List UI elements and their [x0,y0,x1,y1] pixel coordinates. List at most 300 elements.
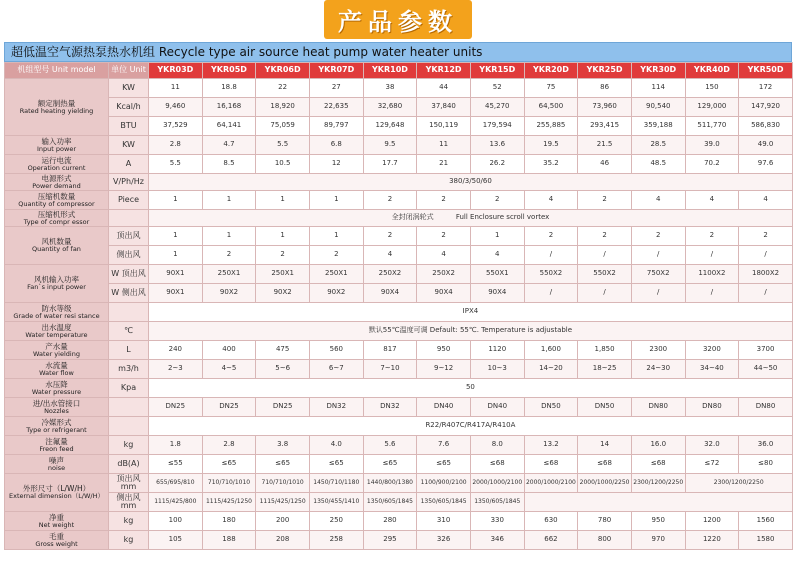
merged-value: 50 [149,379,793,398]
value-cell: 2 [578,227,632,246]
row-label-zh: 冷媒形式 [41,417,72,427]
row-label [5,436,109,455]
row-label [5,455,109,474]
value-cell: 64,500 [524,98,578,117]
value-cell: 1 [202,227,256,246]
value-cell: 32.0 [685,436,739,455]
table-row [5,155,793,174]
value-cell: DN25 [149,398,203,417]
value-cell: / [685,284,739,303]
value-cell: 293,415 [578,117,632,136]
value-cell: 9,460 [149,98,203,117]
value-cell: DN80 [631,398,685,417]
value-cell: 6~7 [309,360,363,379]
value-cell: 560 [309,341,363,360]
value-cell: 5.6 [363,436,417,455]
value-cell: 970 [631,531,685,550]
merged-value: IPX4 [149,303,793,322]
value-cell: 250X1 [309,265,363,284]
value-cell: 37,529 [149,117,203,136]
header [0,0,796,38]
value-cell: DN50 [578,398,632,417]
table-cell: dB(A) [109,455,149,474]
value-cell: 280 [363,512,417,531]
value-cell: 2 [363,191,417,210]
value-cell: 1,600 [524,341,578,360]
value-cell: 70.2 [685,155,739,174]
table-row [5,398,793,417]
value-cell: 26.2 [470,155,524,174]
value-cell: DN80 [739,398,793,417]
value-cell: 1 [309,191,363,210]
value-cell: 172 [739,79,793,98]
value-cell: DN25 [202,398,256,417]
value-cell: ≤65 [309,455,363,474]
dim-side-cell: 1350/605/1845 [363,493,417,512]
value-cell: ≤68 [470,455,524,474]
table-row [5,303,793,322]
dim-top-cell: 2000/1000/2100 [524,474,578,493]
row-label [5,474,109,512]
row-label [5,265,109,303]
table-row [5,512,793,531]
value-cell: 90X2 [256,284,310,303]
value-cell: 7.6 [417,436,471,455]
dim-side-cell: 1115/425/1250 [256,493,310,512]
value-cell: 90X2 [202,284,256,303]
value-cell: 97.6 [739,155,793,174]
dim-top-cell: 1450/710/1180 [309,474,363,493]
table-cell: L [109,341,149,360]
value-cell: 2 [256,246,310,265]
value-cell: 1800X2 [739,265,793,284]
table-cell: BTU [109,117,149,136]
row-label-en: Type or refrigerant [26,425,87,434]
row-label-zh: 产水量 [45,341,68,351]
value-cell: 13.6 [470,136,524,155]
value-cell: 250X1 [256,265,310,284]
value-cell: 258 [309,531,363,550]
value-cell: 800 [578,531,632,550]
table-row [5,360,793,379]
model-header: YKR10D [363,63,417,79]
value-cell: 34~40 [685,360,739,379]
value-cell: 89,797 [309,117,363,136]
table-row [5,341,793,360]
row-label-zh: 风机数量 [41,237,72,247]
value-cell: 73,960 [578,98,632,117]
dim-unit-label: 侧出风 [116,492,141,502]
value-cell: 6.8 [309,136,363,155]
value-cell: 4 [524,191,578,210]
value-cell: 179,594 [470,117,524,136]
value-cell: 90X4 [363,284,417,303]
row-label-en: Fan`s input power [27,283,86,292]
table-cell: W 顶出风 [109,265,149,284]
value-cell: 5~6 [256,360,310,379]
value-cell: 2 [202,246,256,265]
compressor-type-en: Full Enclosure scroll vortex [433,213,550,222]
dim-top-unit [109,474,149,493]
row-label-en: Gross weight [35,539,78,548]
value-cell: 90,540 [631,98,685,117]
value-cell: 1,850 [578,341,632,360]
table-row [5,455,793,474]
table-cell: 侧出风 [109,246,149,265]
row-label-en: Input power [37,144,76,153]
value-cell: 90X1 [149,265,203,284]
row-label-en: Quantity of compressor [18,199,95,208]
dim-side-unit [109,493,149,512]
value-cell: 662 [524,531,578,550]
value-cell: 38 [363,79,417,98]
value-cell: 3.8 [256,436,310,455]
value-cell: 359,188 [631,117,685,136]
value-cell: DN40 [417,398,471,417]
value-cell: ≤80 [739,455,793,474]
table-cell [109,210,149,227]
row-label-en: Freon feed [39,444,74,453]
value-cell: 2300 [631,341,685,360]
value-cell: 550X1 [470,265,524,284]
table-cell [109,398,149,417]
row-label-en: Water temperature [25,330,88,339]
table-row [5,191,793,210]
table-row [5,79,793,98]
row-label-en: Water flow [39,368,74,377]
value-cell: 1 [149,191,203,210]
table-cell: W 侧出风 [109,284,149,303]
value-cell: 90X4 [470,284,524,303]
value-cell: 147,920 [739,98,793,117]
value-cell: 1 [149,246,203,265]
value-cell: ≤65 [417,455,471,474]
table-row [5,227,793,246]
merged-value: 380/3/50/60 [149,174,793,191]
value-cell: 52 [470,79,524,98]
row-label [5,155,109,174]
value-cell: 16,168 [202,98,256,117]
value-cell: 28.5 [631,136,685,155]
value-cell: DN25 [256,398,310,417]
row-label-en: Quantity of fan [32,245,81,254]
value-cell: / [739,284,793,303]
value-cell: 9~12 [417,360,471,379]
value-cell: 3700 [739,341,793,360]
value-cell: 12 [309,155,363,174]
dim-top-cell: 1100/900/2100 [417,474,471,493]
table-row [5,63,793,79]
model-header: YKR40D [685,63,739,79]
value-cell: 1 [256,191,310,210]
value-cell: 208 [256,531,310,550]
value-cell: 22,635 [309,98,363,117]
value-cell: 48.5 [631,155,685,174]
value-cell: 19.5 [524,136,578,155]
table-row [5,493,793,512]
table-cell: kg [109,512,149,531]
row-label-zh: 净重 [49,512,64,522]
value-cell: 2.8 [149,136,203,155]
dim-side-cell: 1350/605/1845 [470,493,524,512]
value-cell: 90X4 [417,284,471,303]
value-cell: / [685,246,739,265]
row-label [5,398,109,417]
value-cell: 44~50 [739,360,793,379]
value-cell: 5.5 [149,155,203,174]
table-row [5,98,793,117]
row-label [5,227,109,265]
value-cell: 1580 [739,531,793,550]
row-label [5,210,109,227]
value-cell: 27 [309,79,363,98]
table-row [5,265,793,284]
table-cell: 顶出风 [109,227,149,246]
row-label [5,191,109,210]
dim-top-cell: 710/710/1010 [202,474,256,493]
row-label [5,512,109,531]
dim-top-cell: 655/695/810 [149,474,203,493]
value-cell: 4 [739,191,793,210]
table-cell: Kpa [109,379,149,398]
row-label [5,379,109,398]
row-label-en: noise [47,463,66,472]
value-cell: DN80 [685,398,739,417]
value-cell: 13.2 [524,436,578,455]
value-cell: / [739,246,793,265]
dim-top-cell: 2000/1000/2100 [470,474,524,493]
model-header: YKR07D [309,63,363,79]
model-header: YKR25D [578,63,632,79]
value-cell: 1 [149,227,203,246]
table-subtitle: 超低温空气源热泵热水机组 Recycle type air source heat pump water heater units [4,42,792,62]
row-label-zh: 外形尺寸（L/W/H） [22,484,91,494]
value-cell: 346 [470,531,524,550]
table-row [5,210,793,227]
dim-unit-mm: mm [120,501,137,510]
dim-side-cell: 1115/425/1250 [202,493,256,512]
value-cell: / [578,284,632,303]
table-row [5,322,793,341]
value-cell: 250X2 [417,265,471,284]
value-cell: 5.5 [256,136,310,155]
value-cell: 511,770 [685,117,739,136]
value-cell: 780 [578,512,632,531]
value-cell: 4 [470,246,524,265]
value-cell: 90X1 [149,284,203,303]
value-cell: 35.2 [524,155,578,174]
table-cell: Kcal/h [109,98,149,117]
row-label-zh: 输入功率 [41,136,72,146]
dim-top-cell: 710/710/1010 [256,474,310,493]
dim-unit-label: 顶出风 [116,473,141,483]
dim-side-cell: 1115/425/800 [149,493,203,512]
value-cell: 100 [149,512,203,531]
value-cell: 150 [685,79,739,98]
header-label: 机组型号 Unit model [5,63,109,79]
table-cell [109,303,149,322]
value-cell: 64,141 [202,117,256,136]
value-cell: 310 [417,512,471,531]
value-cell: 475 [256,341,310,360]
value-cell: 200 [256,512,310,531]
value-cell: 630 [524,512,578,531]
table-cell: m3/h [109,360,149,379]
value-cell: 10.5 [256,155,310,174]
value-cell: 3200 [685,341,739,360]
page-title: 产品参数 [324,0,472,39]
model-header: YKR06D [256,63,310,79]
value-cell: 255,885 [524,117,578,136]
value-cell: 32,680 [363,98,417,117]
row-label [5,303,109,322]
value-cell: 2 [685,227,739,246]
value-cell: 75 [524,79,578,98]
value-cell: 1 [470,227,524,246]
row-label [5,531,109,550]
row-label [5,136,109,155]
row-label-zh: 毛重 [49,531,64,541]
value-cell: 49.0 [739,136,793,155]
value-cell: 21 [417,155,471,174]
model-header: YKR12D [417,63,471,79]
value-cell: 8.5 [202,155,256,174]
table-row [5,136,793,155]
dim-top-cell: 1440/800/1380 [363,474,417,493]
value-cell: / [524,284,578,303]
table-cell: kg [109,436,149,455]
table-cell [109,417,149,436]
value-cell: 14 [578,436,632,455]
value-cell: 2 [739,227,793,246]
value-cell: DN32 [309,398,363,417]
row-label-zh: 水压降 [45,379,68,389]
value-cell: 7~10 [363,360,417,379]
value-cell: 14~20 [524,360,578,379]
value-cell: 39.0 [685,136,739,155]
value-cell: 180 [202,512,256,531]
value-cell: 4 [631,191,685,210]
value-cell: 330 [470,512,524,531]
value-cell: 2 [631,227,685,246]
value-cell: ≤65 [363,455,417,474]
dim-unit-mm: mm [120,482,137,491]
row-label-zh: 出水温度 [41,322,72,332]
value-cell: 17.7 [363,155,417,174]
row-label-zh: 注氟量 [45,436,68,446]
value-cell: 1200 [685,512,739,531]
value-cell: 114 [631,79,685,98]
value-cell: 2 [470,191,524,210]
value-cell: 326 [417,531,471,550]
dim-side-empty [524,493,792,512]
value-cell: 1560 [739,512,793,531]
value-cell: 1 [202,191,256,210]
value-cell: 250X1 [202,265,256,284]
value-cell: 129,648 [363,117,417,136]
value-cell: 2~3 [149,360,203,379]
row-label-en: Water yielding [33,349,80,358]
value-cell: 1 [309,227,363,246]
row-label-en: Net weight [38,520,75,529]
table-row [5,474,793,493]
row-label-en: Type of compr essor [23,217,90,226]
value-cell: 1100X2 [685,265,739,284]
row-label-en: Water pressure [31,387,82,396]
row-label-en: External dimension（L/W/H） [8,492,105,501]
value-cell: 129,000 [685,98,739,117]
value-cell: ≤55 [149,455,203,474]
row-label-zh: 噪声 [49,455,64,465]
row-label-en: Operation current [27,163,86,172]
row-label [5,360,109,379]
spec-table [4,62,793,550]
value-cell: 2 [417,227,471,246]
value-cell: 105 [149,531,203,550]
row-label-zh: 压缩机形式 [37,209,76,219]
table-row [5,117,793,136]
row-label-zh: 防水等级 [41,303,72,313]
value-cell: 21.5 [578,136,632,155]
row-label-zh: 风机输入功率 [34,275,79,285]
value-cell: 86 [578,79,632,98]
value-cell: 750X2 [631,265,685,284]
table-cell: kg [109,531,149,550]
table-row [5,436,793,455]
value-cell: 75,059 [256,117,310,136]
row-label [5,322,109,341]
value-cell: 550X2 [578,265,632,284]
table-row [5,174,793,191]
value-cell: 950 [417,341,471,360]
value-cell: DN50 [524,398,578,417]
header-unit: 单位 Unit [109,63,149,79]
table-row [5,417,793,436]
merged-value [149,210,793,227]
value-cell: 950 [631,512,685,531]
table-row [5,531,793,550]
dim-side-cell: 1350/605/1845 [417,493,471,512]
table-cell: KW [109,79,149,98]
value-cell: 16.0 [631,436,685,455]
value-cell: 400 [202,341,256,360]
value-cell: ≤65 [256,455,310,474]
row-label [5,174,109,191]
value-cell: 2 [363,227,417,246]
value-cell: 1120 [470,341,524,360]
value-cell: 18,920 [256,98,310,117]
merged-value: 默认55℃温度可调 Default: 55℃. Temperature is adjustable [149,322,793,341]
value-cell: 9.5 [363,136,417,155]
table-cell: A [109,155,149,174]
value-cell: 45,270 [470,98,524,117]
value-cell: ≤68 [578,455,632,474]
heating-label [5,79,109,136]
value-cell: / [631,284,685,303]
row-label [5,417,109,436]
model-header: YKR20D [524,63,578,79]
value-cell: 90X2 [309,284,363,303]
value-cell: 2 [578,191,632,210]
dim-top-cell: 2300/1200/2250 [685,474,792,493]
compressor-type-zh: 全封闭涡轮式 [391,213,434,222]
row-label-zh: 运行电流 [41,155,72,165]
value-cell: 11 [149,79,203,98]
value-cell: 18.8 [202,79,256,98]
row-label-en: Grade of water resi stance [13,311,100,320]
model-header: YKR50D [739,63,793,79]
value-cell: 4 [363,246,417,265]
